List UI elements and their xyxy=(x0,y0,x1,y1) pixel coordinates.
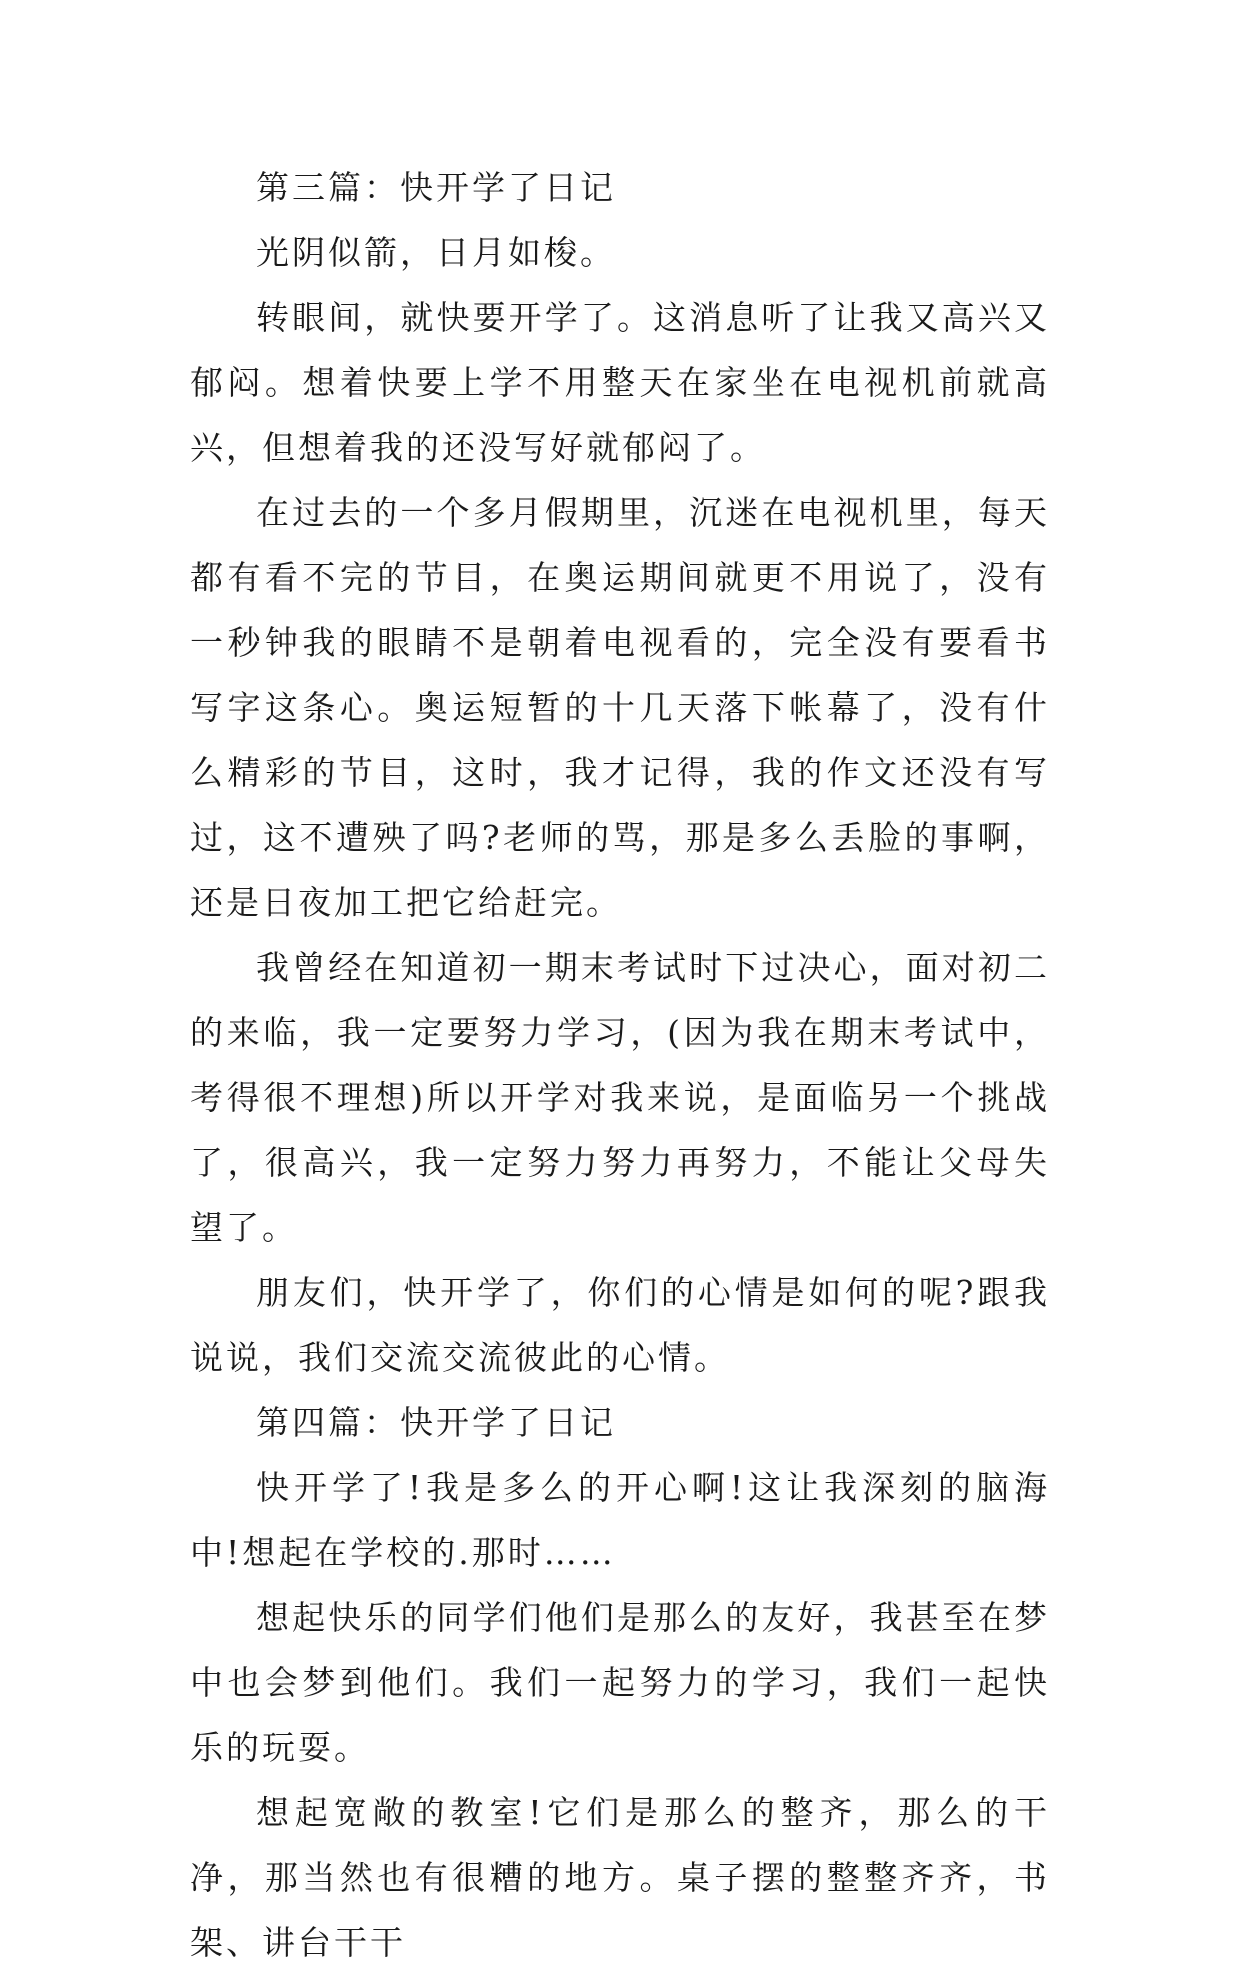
paragraph-title-4: 第四篇：快开学了日记 xyxy=(256,1403,616,1442)
paragraph: 在过去的一个多月假期里，沉迷在电视机里，每天都有看不完的节目，在奥运期间就更不用说了，没有一秒钟我的眼睛不是朝着电视看的，完全没有要看书写字这条心。奥运短暂的十几天落下帐幕了，没有什么精彩的节目，这时，我才记得，我的作文还没有写过，这不遭殃了吗?老师的骂，那是多么丢脸的事啊，还是日夜加工把它给赶完。 xyxy=(190,493,1050,922)
paragraph: 想起宽敞的教室!它们是那么的整齐，那么的干净，那当然也有很糟的地方。桌子摆的整整齐齐，书架、讲台干干 xyxy=(190,1793,1050,1962)
paragraph: 光阴似箭，日月如梭。 xyxy=(256,233,616,272)
document-body xyxy=(190,155,1050,1975)
paragraph: 转眼间，就快要开学了。这消息听了让我又高兴又郁闷。想着快要上学不用整天在家坐在电视机前就高兴，但想着我的还没写好就郁闷了。 xyxy=(190,298,1050,467)
paragraph: 快开学了!我是多么的开心啊!这让我深刻的脑海中!想起在学校的.那时…… xyxy=(190,1468,1050,1572)
paragraph: 我曾经在知道初一期末考试时下过决心，面对初二的来临，我一定要努力学习，(因为我在期末考试中，考得很不理想)所以开学对我来说，是面临另一个挑战了，很高兴，我一定努力努力再努力，不能让父母失望了。 xyxy=(190,948,1050,1247)
paragraph-title-3: 第三篇：快开学了日记 xyxy=(256,168,616,207)
paragraph: 想起快乐的同学们他们是那么的友好，我甚至在梦中也会梦到他们。我们一起努力的学习，我们一起快乐的玩耍。 xyxy=(190,1598,1050,1767)
paragraph: 朋友们，快开学了，你们的心情是如何的呢?跟我说说，我们交流交流彼此的心情。 xyxy=(190,1273,1050,1377)
